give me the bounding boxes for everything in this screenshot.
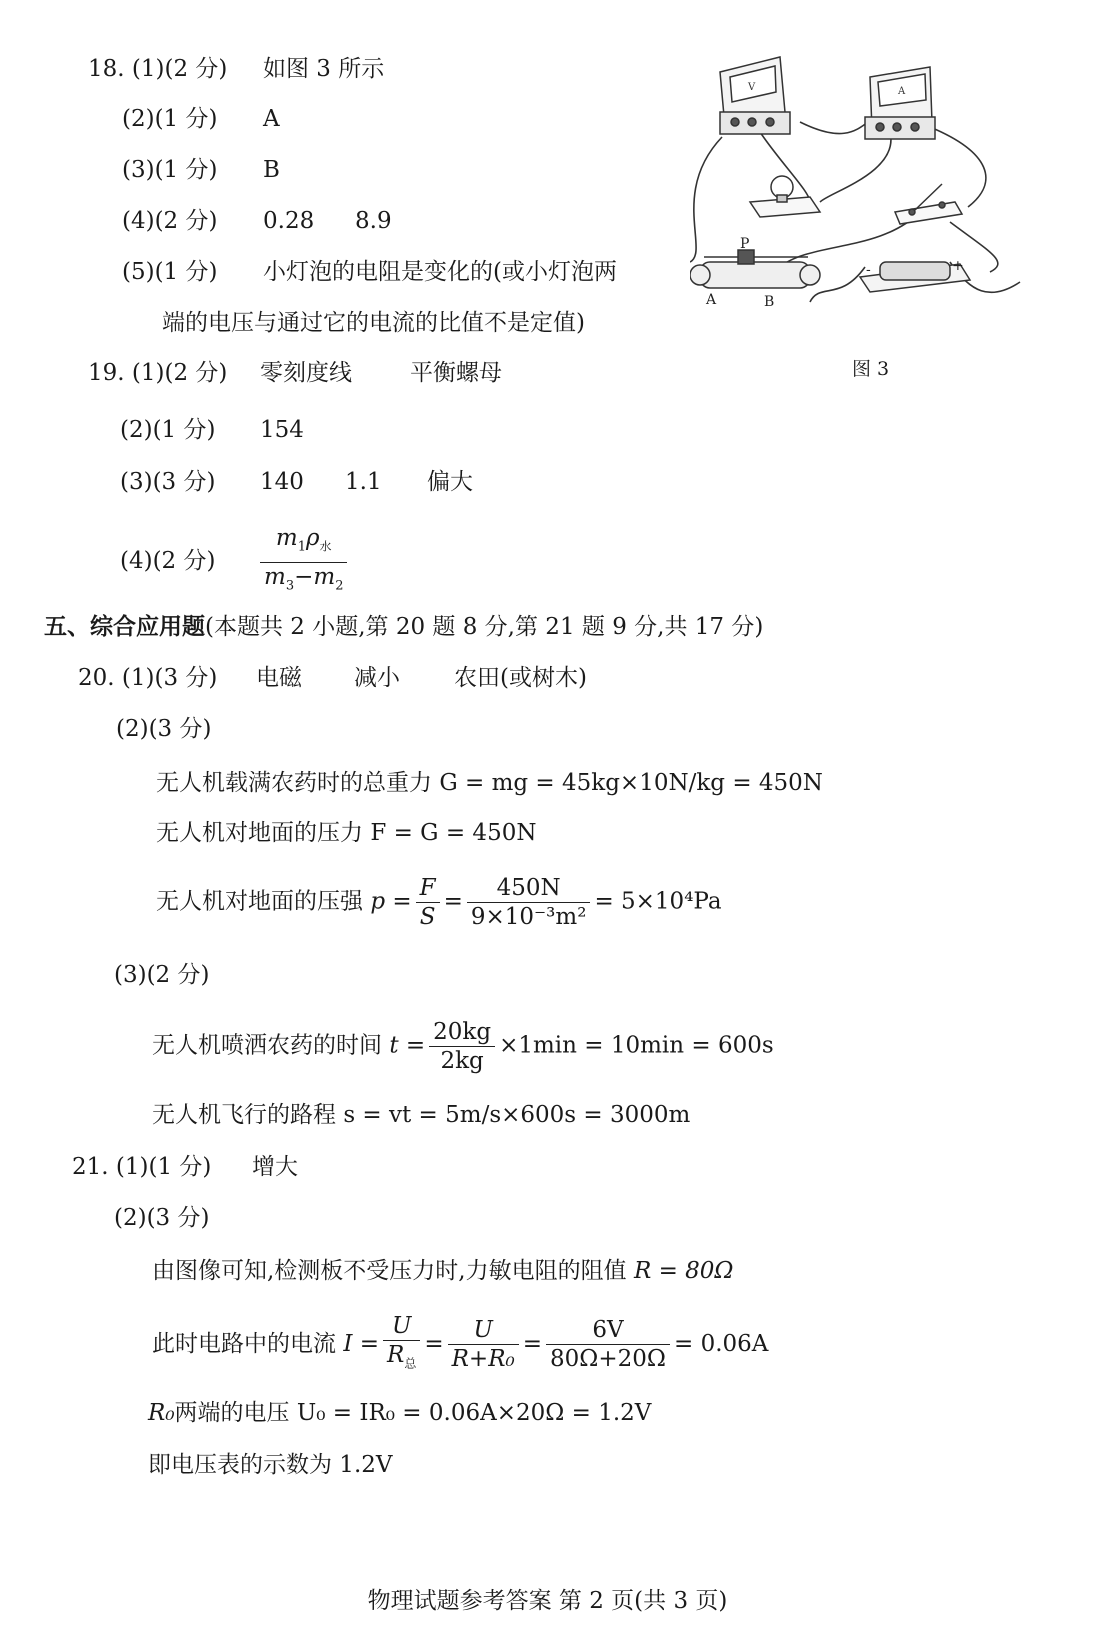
ammeter-label: A — [898, 86, 906, 97]
q20-part3: (3)(2 分) — [114, 962, 210, 988]
wire — [800, 122, 868, 134]
q21-current-line: 此时电路中的电流 I = $\frac{U}{R_总}$ = $\frac{U}{\text{R+R₀}}$ = $\frac{6V}{80\Omega+20\Omega}$ = 0.06A — [152, 1313, 769, 1373]
q19-part1: 19. (1)(2 分) 零刻度线 平衡螺母 — [88, 360, 502, 386]
bulb-icon — [750, 176, 820, 217]
q21-voltage-line: R₀两端的电压 U₀ = IR₀ = 0.06A×20Ω = 1.2V — [148, 1400, 652, 1426]
q20-gravity-line: 无人机载满农药时的总重力 G = mg = 45kg×10N/kg = 450N — [156, 770, 823, 796]
wire — [690, 137, 722, 262]
q20-part2: (2)(3 分) — [116, 716, 212, 742]
q19-part3: (3)(3 分) 140 1.1 偏大 — [120, 469, 473, 495]
q20-force-line: 无人机对地面的压力 F = G = 450N — [156, 820, 537, 846]
wire — [820, 132, 891, 202]
battery-icon — [860, 258, 970, 292]
q20-time-line: 无人机喷洒农药的时间 t = $\frac{20kg}{2kg}$ ×1min = 10min = 600s — [152, 1019, 774, 1074]
q21-part1: 21. (1)(1 分) 增大 — [72, 1154, 298, 1180]
q18-part5-cont: 端的电压与通过它的电流的比值不是定值) — [162, 310, 585, 336]
q19-part2: (2)(1 分) 154 — [120, 417, 304, 443]
q18-part4: (4)(2 分) 0.28 8.9 — [122, 208, 392, 234]
circuit-figure — [690, 52, 1050, 352]
q18-part2: (2)(1 分) A — [122, 106, 280, 132]
q21-conclusion-line: 即电压表的示数为 1.2V — [148, 1452, 393, 1478]
voltmeter — [720, 57, 790, 134]
q19-part4: (4)(2 分) $\frac{m_1\rho_水}{m_3-m_2}$ — [120, 524, 351, 600]
rheostat-terminal-a: A — [706, 292, 717, 308]
ammeter — [865, 67, 935, 139]
rheostat-terminal-b: B — [764, 294, 775, 310]
q21-resistance-line: 由图像可知,检测板不受压力时,力敏电阻的阻值 R = 80Ω — [152, 1258, 734, 1284]
page-footer: 物理试题参考答案 第 2 页(共 3 页) — [367, 1588, 728, 1614]
voltmeter-label: V — [748, 82, 756, 93]
q21-part2: (2)(3 分) — [114, 1205, 210, 1231]
figure-caption: 图 3 — [852, 358, 890, 380]
q20-pressure-line: 无人机对地面的压强 p = $\frac{F}{S}$ = $\frac{450N}{\text{9×10⁻³m²}}$ = 5×10⁴Pa — [156, 875, 722, 930]
switch-icon — [895, 184, 962, 224]
section-heading: 五、综合应用题(本题共 2 小题,第 20 题 8 分,第 21 题 9 分,共 17 分) — [44, 614, 764, 640]
density-fraction: $\frac{m_1\rho_水}{m_3-m_2}$ — [260, 524, 347, 600]
q18-part5: (5)(1 分) 小灯泡的电阻是变化的(或小灯泡两 — [122, 259, 617, 285]
battery-plus: + — [952, 258, 964, 274]
wire — [930, 127, 986, 207]
rheostat — [690, 236, 820, 310]
q18-part3: (3)(1 分) B — [122, 157, 280, 183]
rheostat-slider-label: P — [740, 236, 750, 252]
q20-part1: 20. (1)(3 分) 电磁 减小 农田(或树木) — [78, 665, 587, 691]
battery-minus: - — [866, 262, 871, 278]
q18-part1: 18. (1)(2 分) 如图 3 所示 — [88, 56, 385, 82]
q20-distance-line: 无人机飞行的路程 s = vt = 5m/s×600s = 3000m — [152, 1102, 691, 1128]
